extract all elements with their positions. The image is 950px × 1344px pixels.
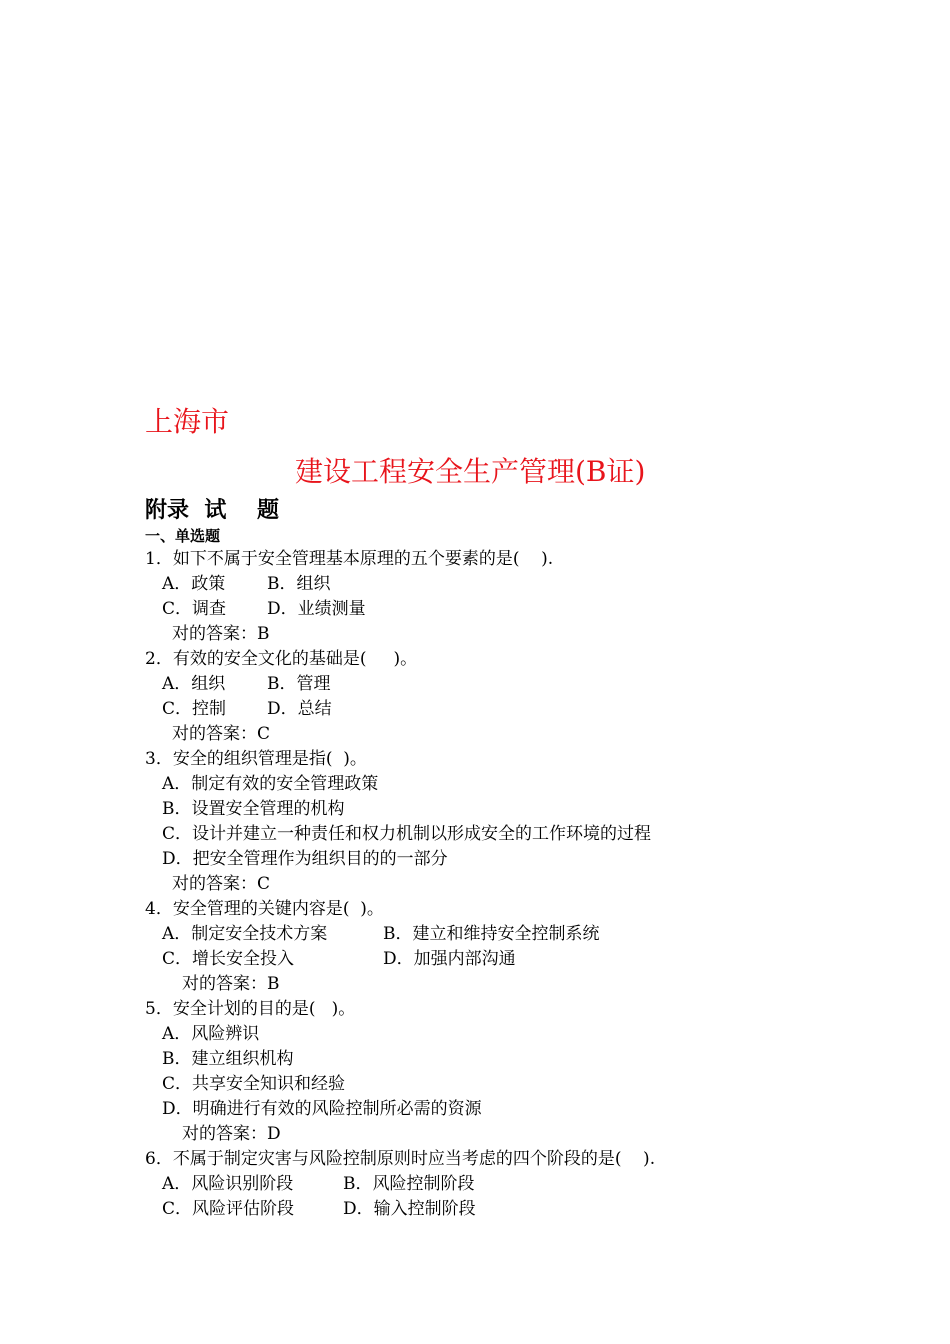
option: A．风险识别阶段	[162, 1174, 294, 1194]
answer-text: 对的答案：D	[182, 1124, 281, 1144]
question-stem: 5．安全计划的目的是( )。	[145, 999, 356, 1019]
option: D．明确进行有效的风险控制所必需的资源	[162, 1099, 482, 1119]
appendix-heading: 附录 试 题	[145, 498, 279, 523]
option: D．总结	[267, 699, 332, 719]
document-title: 建设工程安全生产管理(B证)	[295, 455, 646, 488]
answer-text: 对的答案：C	[172, 874, 271, 894]
option: A．制定有效的安全管理政策	[162, 774, 379, 794]
option: C．增长安全投入	[162, 949, 295, 969]
option: B．风险控制阶段	[343, 1174, 475, 1194]
option: A．制定安全技术方案	[162, 924, 328, 944]
question-stem: 1．如下不属于安全管理基本原理的五个要素的是( ).	[145, 549, 554, 569]
option: C．调查	[162, 599, 227, 619]
option: B．建立和维持安全控制系统	[383, 924, 600, 944]
option: B．管理	[267, 674, 331, 694]
option: B．组织	[267, 574, 331, 594]
option: A．政策	[162, 574, 226, 594]
section-heading: 一、单选题	[145, 527, 221, 545]
option: C．设计并建立一种责任和权力机制以形成安全的工作环境的过程	[162, 824, 652, 844]
option: C．风险评估阶段	[162, 1199, 295, 1219]
option: D．输入控制阶段	[343, 1199, 476, 1219]
question-stem: 2．有效的安全文化的基础是( )。	[145, 649, 418, 669]
option: D．把安全管理作为组织目的的一部分	[162, 849, 448, 869]
option: D．业绩测量	[267, 599, 366, 619]
answer-text: 对的答案：B	[182, 974, 280, 994]
option: B．设置安全管理的机构	[162, 799, 345, 819]
city-heading: 上海市	[145, 405, 230, 438]
option: A．风险辨识	[162, 1024, 260, 1044]
option: B．建立组织机构	[162, 1049, 294, 1069]
answer-text: 对的答案：C	[172, 724, 271, 744]
option: D．加强内部沟通	[383, 949, 516, 969]
question-stem: 3．安全的组织管理是指( )。	[145, 749, 367, 769]
option: C．控制	[162, 699, 227, 719]
question-stem: 6．不属于制定灾害与风险控制原则时应当考虑的四个阶段的是( ).	[145, 1149, 656, 1169]
answer-text: 对的答案：B	[172, 624, 270, 644]
question-stem: 4．安全管理的关键内容是( )。	[145, 899, 384, 919]
option: A．组织	[162, 674, 226, 694]
option: C．共享安全知识和经验	[162, 1074, 346, 1094]
